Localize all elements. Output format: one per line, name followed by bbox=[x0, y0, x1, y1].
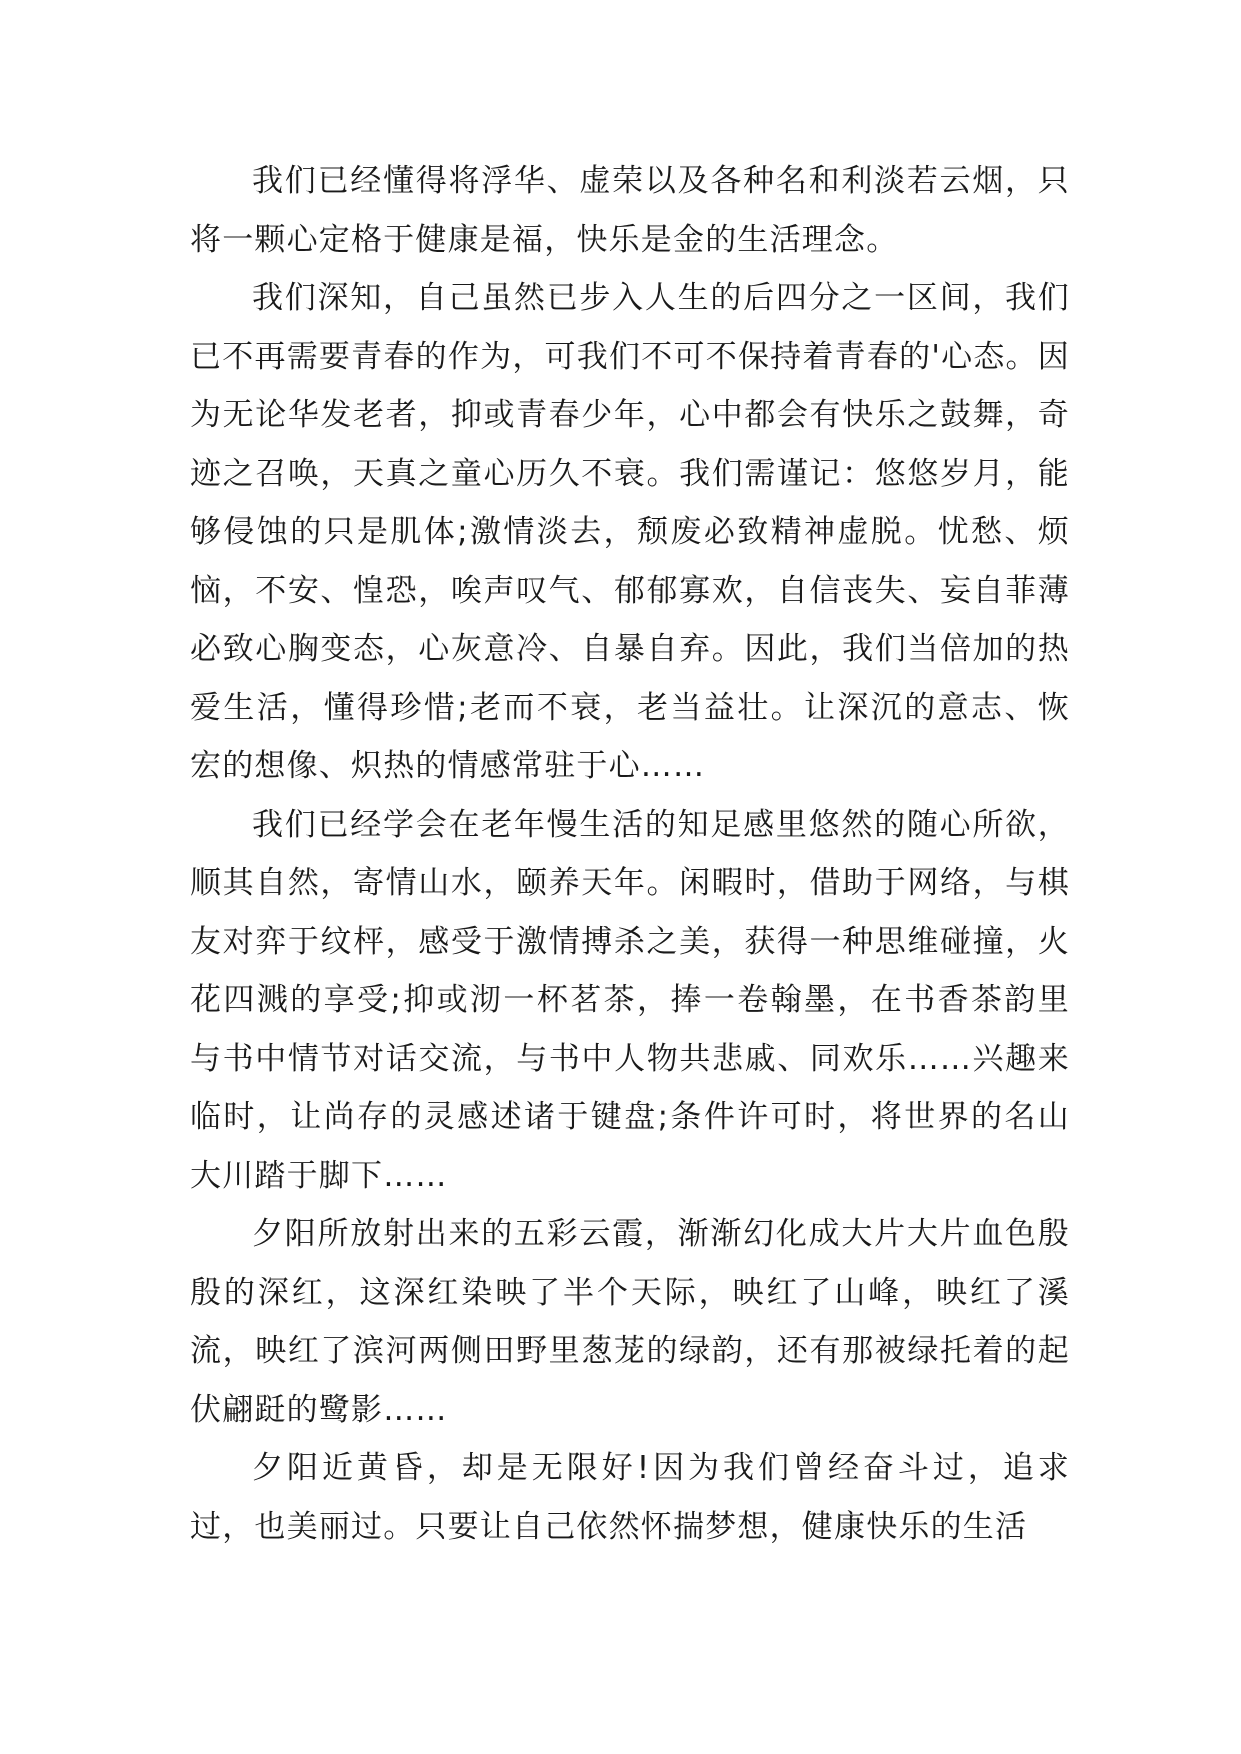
paragraph-2: 我们深知，自己虽然已步入人生的后四分之一区间，我们已不再需要青春的作为，可我们不可不保持着青春的'心态。因为无论华发老者，抑或青春少年，心中都会有快乐之鼓舞，奇迹之召唤，天真之童心历久不衰。我们需谨记：悠悠岁月，能够侵蚀的只是肌体;激情淡去，颓废必致精神虚脱。忧愁、烦恼，不安、惶恐，唉声叹气、郁郁寡欢，自信丧失、妄自菲薄必致心胸变态，心灰意冷、自暴自弃。因此，我们当倍加的热爱生活，懂得珍惜;老而不衰，老当益壮。让深沉的意志、恢宏的想像、炽热的情感常驻于心…… bbox=[190, 280, 1070, 784]
paragraph-5: 夕阳近黄昏，却是无限好!因为我们曾经奋斗过，追求过，也美丽过。只要让自己依然怀揣梦想，健康快乐的生活 bbox=[190, 1450, 1070, 1545]
paragraph-4: 夕阳所放射出来的五彩云霞，渐渐幻化成大片大片血色殷殷的深红，这深红染映了半个天际，映红了山峰，映红了溪流，映红了滨河两侧田野里葱茏的绿韵，还有那被绿托着的起伏翩跹的鹭影…… bbox=[190, 1216, 1070, 1428]
paragraph-3: 我们已经学会在老年慢生活的知足感里悠然的随心所欲，顺其自然，寄情山水，颐养天年。闲暇时，借助于网络，与棋友对弈于纹枰，感受于激情搏杀之美，获得一种思维碰撞，火花四溅的享受;抑或沏一杯茗茶，捧一卷翰墨，在书香茶韵里与书中情节对话交流，与书中人物共悲戚、同欢乐……兴趣来临时，让尚存的灵感述诸于键盘;条件许可时，将世界的名山大川踏于脚下…… bbox=[190, 806, 1070, 1194]
paragraph-1: 我们已经懂得将浮华、虚荣以及各种名和利淡若云烟，只将一颗心定格于健康是福，快乐是金的生活理念。 bbox=[190, 163, 1070, 258]
document-body bbox=[190, 152, 1070, 1556]
